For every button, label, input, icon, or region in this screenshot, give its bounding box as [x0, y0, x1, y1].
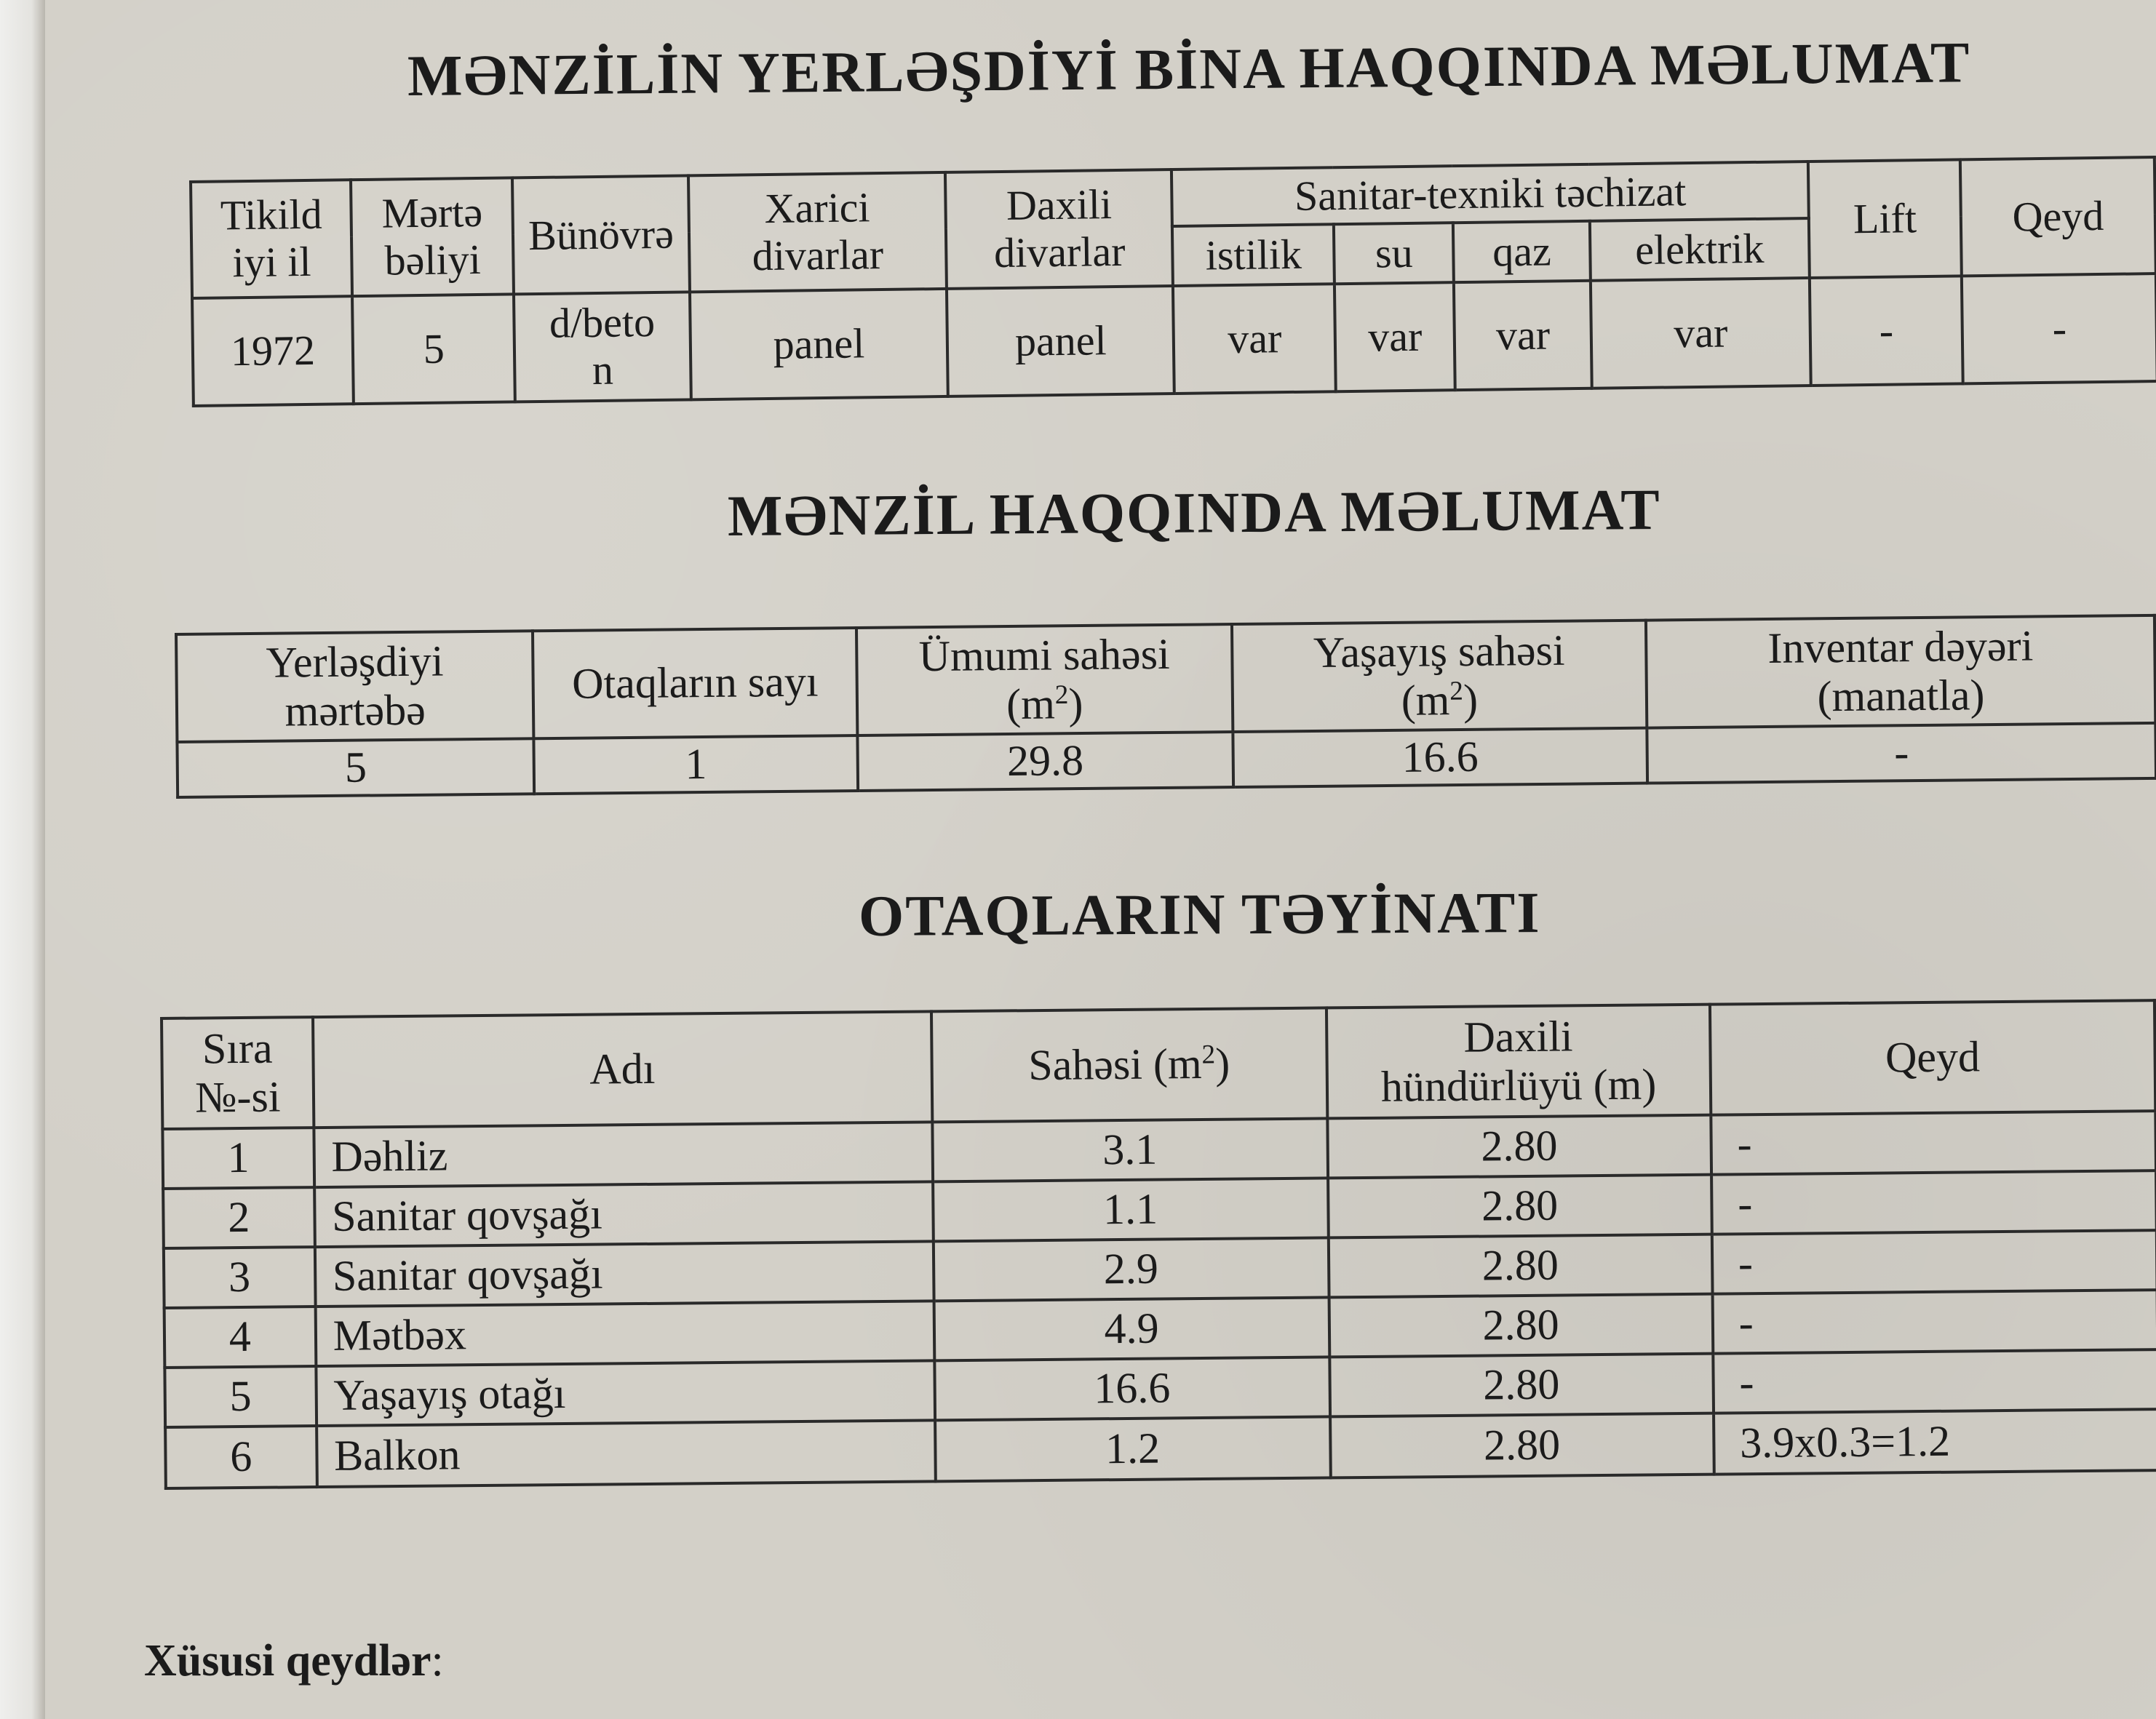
room-note: -	[1711, 1170, 2156, 1235]
header-electric: elektrik	[1590, 218, 1810, 281]
room-number: 2	[163, 1187, 314, 1248]
header-room-height: Daxili hündürlüyü (m)	[1326, 1005, 1711, 1119]
header-living-area: Yaşayış sahəsi $(m^2)$	[1232, 621, 1647, 732]
header-room-area: Sahəsi $(m^2)$	[931, 1008, 1327, 1122]
value-outer-walls: panel	[690, 289, 949, 399]
rooms-header-row	[162, 1000, 2155, 1129]
room-number: 5	[164, 1366, 316, 1427]
value-note: -	[1962, 274, 2156, 383]
rooms-table	[160, 999, 2156, 1490]
building-info-title: MƏNZİLİN YERLƏŞDİYİ BİNA HAQQINDA MƏLUMAT	[407, 31, 1971, 108]
apartment-info-title: MƏNZİL HAQQINDA MƏLUMAT	[727, 478, 1662, 549]
header-heating: istilik	[1172, 224, 1334, 286]
header-inner-walls: Daxili divarlar	[945, 169, 1173, 289]
room-number: 1	[162, 1128, 314, 1189]
room-height: 2.80	[1328, 1175, 1712, 1238]
room-area: 4.9	[934, 1297, 1329, 1360]
value-floors: 5	[352, 294, 515, 404]
room-name: Sanitar qovşağı	[314, 1181, 934, 1247]
rooms-purpose-title: OTAQLARIN TƏYİNATI	[858, 881, 1541, 949]
value-apartment-floor: 5	[177, 738, 534, 797]
room-name: Dəhliz	[314, 1122, 933, 1187]
room-area: 2.9	[934, 1237, 1329, 1301]
value-water: var	[1334, 282, 1455, 391]
value-total-area: 29.8	[857, 732, 1233, 791]
value-foundation: d/beto n	[514, 292, 691, 402]
room-note: -	[1711, 1111, 2156, 1175]
room-number: 4	[164, 1307, 316, 1368]
room-number: 6	[165, 1426, 317, 1488]
room-note: -	[1712, 1290, 2156, 1354]
room-area: 1.1	[933, 1178, 1329, 1241]
header-inventory-value: Inventar dəyəri (manatla)	[1646, 615, 2155, 728]
room-height: 2.80	[1330, 1413, 1714, 1478]
header-row-number: Sıra №-si	[162, 1017, 314, 1129]
header-total-area: Ümumi sahəsi $(m^2)$	[856, 624, 1233, 735]
room-note: -	[1713, 1349, 2156, 1413]
room-name: Yaşayış otağı	[316, 1360, 935, 1426]
special-notes-label	[144, 1635, 444, 1687]
header-room-name: Adı	[313, 1011, 932, 1128]
room-name: Balkon	[317, 1420, 936, 1487]
header-room-note: Qeyd	[1710, 1000, 2156, 1115]
special-notes-text: Xüsusi qeydlər	[144, 1636, 431, 1686]
room-area: 3.1	[932, 1118, 1328, 1181]
room-name: Sanitar qovşağı	[315, 1241, 934, 1307]
header-note: Qeyd	[1960, 157, 2156, 276]
building-info-table	[189, 156, 2156, 407]
value-construction-year: 1972	[192, 296, 354, 406]
value-inventory-value: -	[1647, 723, 2156, 783]
value-room-count: 1	[534, 735, 858, 794]
apartment-header-row	[176, 615, 2155, 742]
paper-edge	[0, 0, 45, 1719]
header-outer-walls: Xarici divarlar	[688, 172, 947, 292]
value-gas: var	[1454, 281, 1591, 390]
header-water: su	[1334, 223, 1454, 284]
value-electric: var	[1591, 278, 1811, 388]
special-notes-colon: :	[431, 1636, 444, 1686]
value-inner-walls: panel	[947, 286, 1174, 396]
header-lift: Lift	[1808, 159, 1962, 278]
room-note: -	[1712, 1230, 2156, 1294]
value-heating: var	[1173, 284, 1336, 394]
room-height: 2.80	[1329, 1294, 1713, 1357]
header-construction-year: Tikild iyi il	[191, 180, 352, 298]
header-floors: Mərtə bəliyi	[351, 178, 514, 296]
header-gas: qaz	[1453, 221, 1591, 282]
room-height: 2.80	[1328, 1235, 1712, 1298]
header-foundation: Bünövrə	[512, 175, 689, 294]
room-height: 2.80	[1327, 1115, 1711, 1178]
room-height: 2.80	[1329, 1354, 1714, 1417]
room-number: 3	[164, 1247, 315, 1308]
header-sanitary-equipment: Sanitar-texniki təchizat	[1172, 161, 1809, 226]
header-room-count: Otaqların sayı	[533, 628, 857, 738]
value-lift: -	[1810, 276, 1963, 386]
room-name: Mətbəx	[315, 1301, 934, 1366]
room-note: 3.9x0.3=1.2	[1714, 1409, 2156, 1475]
apartment-info-table	[175, 614, 2156, 799]
value-living-area: 16.6	[1233, 728, 1647, 787]
header-apartment-floor: Yerləşdiyi mərtəbə	[176, 631, 534, 742]
room-area: 16.6	[934, 1357, 1330, 1420]
room-area: 1.2	[935, 1416, 1331, 1481]
